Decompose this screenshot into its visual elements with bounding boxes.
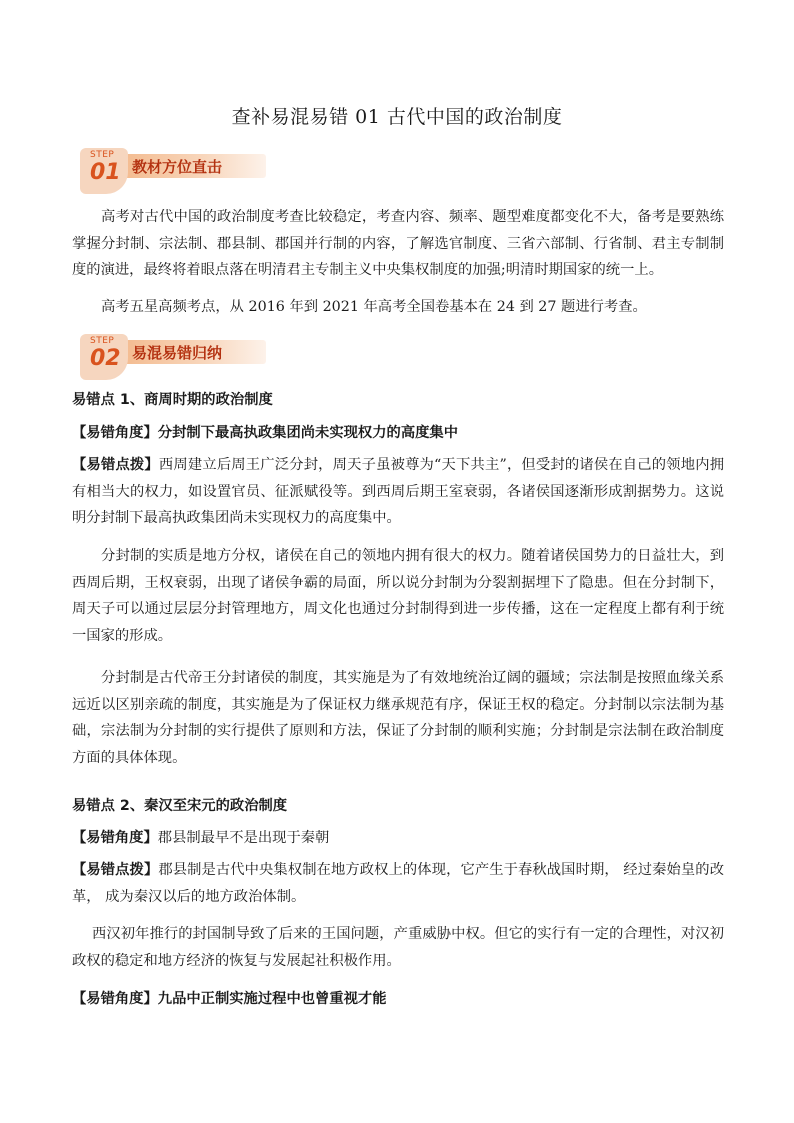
- step-02-banner: [80, 334, 270, 380]
- page-title: 查补易混易错 01 古代中国的政治制度: [231, 106, 563, 128]
- angle-text: 郡县制最早不是出现于秦朝: [157, 830, 330, 846]
- angle-text: 九品中正制实施过程中也曾重视才能: [157, 991, 387, 1007]
- angle-tag: 【易错角度】: [72, 830, 158, 846]
- hint-text: 西周建立后周王广泛分封，周天子虽被尊为“天下共主”，但受封的诸侯在自己的领地内拥有相当大的权力，如设置官员、征派赋役等。到西周后期王室衰弱，各诸侯国逐渐形成割据势力。这说明分封制下最高执政集团尚未实现权力的高度集中。: [72, 457, 724, 526]
- angle-line-2: [72, 825, 724, 852]
- step-number: 01: [90, 160, 121, 185]
- point-1-paragraph-2: 分封制的实质是地方分权，诸侯在自己的领地内拥有很大的权力。随着诸侯国势力的日益壮大，到西周后期，王权衰弱，出现了诸侯争霸的局面，所以说分封制为分裂割据埋下了隐患。但在分封制下，周天子可以通过层层分封管理地方，周文化也通过分封制得到进一步传播，这在一定程度上都有利于统一国家的形成。: [72, 548, 724, 644]
- angle-line-1: [72, 420, 724, 447]
- step-word: STEP: [90, 150, 115, 160]
- section-heading-point-2: 易错点 2、秦汉至宋元的政治制度: [72, 798, 288, 814]
- step-number: 02: [90, 346, 121, 371]
- step-01-banner: [80, 148, 270, 194]
- intro-paragraph-1: 高考对古代中国的政治制度考查比较稳定，考查内容、频率、题型难度都变化不大，备考是要熟练掌握分封制、宗法制、郡县制、郡国并行制的内容，了解选官制度、三省六部制、行省制、君主专制制度的演进，最终将着眼点落在明清君主专制主义中央集权制度的加强;明清时期国家的统一上。: [72, 209, 724, 278]
- intro-paragraph-2: 高考五星高频考点，从 2016 年到 2021 年高考全国卷基本在 24 到 27 题进行考查。: [101, 299, 647, 315]
- section-heading-point-1: 易错点 1、商周时期的政治制度: [72, 392, 273, 408]
- angle-tag: 【易错角度】: [72, 425, 158, 441]
- point-2-paragraph-2: 西汉初年推行的封国制导致了后来的王国问题，产重威胁中权。但它的实行有一定的合理性，对汉初政权的稳定和地方经济的恢复与发展起社积极作用。: [72, 926, 724, 969]
- hint-paragraph-1: [72, 452, 724, 532]
- angle-text: 分封制下最高执政集团尚未实现权力的高度集中: [157, 425, 459, 441]
- point-1-paragraph-3: 分封制是古代帝王分封诸侯的制度，其实施是为了有效地统治辽阔的疆域；宗法制是按照血缘关系远近以区别亲疏的制度，其实施是为了保证权力继承规范有序，保证王权的稳定。分封制以宗法制为基础，宗法制为分封制的实行提供了原则和方法，保证了分封制的顺利实施；分封制是宗法制在政治制度方面的具体体现。: [72, 670, 724, 766]
- step-word: STEP: [90, 336, 115, 346]
- hint-text: 郡县制是古代中央集权制在地方政权上的体现，它产生于春秋战国时期， 经过秦始皇的改革， 成为秦汉以后的地方政治体制。: [72, 862, 724, 905]
- step-label: 教材方位直击: [132, 158, 223, 176]
- angle-tag: 【易错角度】: [72, 991, 158, 1007]
- hint-tag: 【易错点拨】: [72, 862, 159, 878]
- hint-paragraph-2: [72, 857, 724, 910]
- angle-line-3: [72, 986, 724, 1013]
- hint-tag: 【易错点拨】: [72, 457, 159, 473]
- step-label: 易混易错归纳: [132, 344, 223, 362]
